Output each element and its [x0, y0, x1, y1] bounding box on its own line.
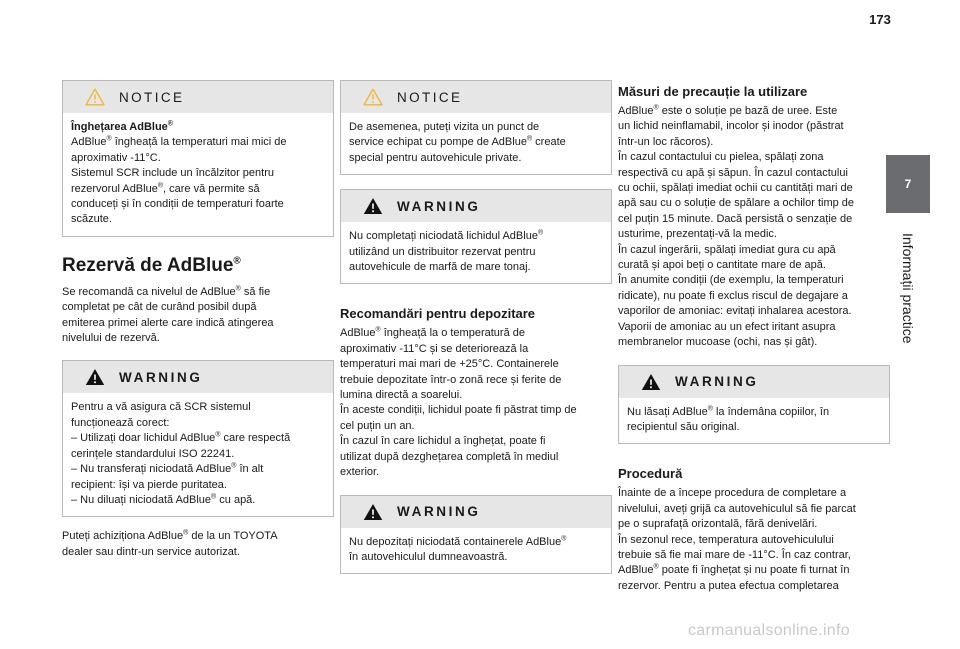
text: de la un TOYOTA [188, 530, 278, 543]
notice-box-freezing [62, 80, 334, 237]
text: AdBlue [340, 327, 376, 340]
text-line: În cazul ingerării, spălați imediat gura cu apă [618, 243, 836, 256]
warning-header [341, 190, 611, 222]
text-line: conduceți și în condiții de temperaturi foarte [71, 198, 284, 211]
text-line [618, 563, 890, 578]
section-heading-storage: Recomandări pentru depozitare [340, 306, 536, 322]
text: este o soluție pe bază de uree. Este [658, 105, 838, 117]
text-line [349, 135, 603, 150]
text-line [349, 229, 603, 244]
text-line: ridicate), nu poate fi exclus riscul de degajare a [618, 289, 848, 302]
text: Nu lăsați AdBlue [627, 405, 708, 418]
sup: ® [235, 285, 241, 293]
text-line: aproximativ -11°C. [71, 151, 161, 164]
sup: ® [106, 135, 112, 143]
text: AdBlue [618, 105, 654, 117]
text-line: dealer sau dintr-un service autorizat. [62, 545, 240, 558]
sup: ® [561, 534, 567, 542]
chapter-title-text: Informații practice [900, 232, 916, 344]
text-line: rezervor. Pentru a putea efectua completarea [618, 579, 839, 592]
sup: ® [231, 462, 237, 470]
warning-body [619, 398, 889, 444]
text-line: cel puțin 15 minute. Dacă persistă o senzație de [618, 212, 853, 225]
column-1 [62, 80, 334, 570]
text-line: Vaporii de amoniac au un efect iritant asupra [618, 320, 836, 333]
notice-box-service [340, 80, 612, 175]
text: create [532, 136, 566, 149]
text-line: funcționează corect: [71, 416, 170, 429]
text-line: nivelului, aveți grijă ca autovehiculul să fie parcat [618, 502, 856, 515]
text: Nu completați niciodată lichidul AdBlue [349, 230, 538, 243]
text-line: autovehicule de marfă de mare tonaj. [349, 261, 531, 274]
text-line: nivelului de rezervă. [62, 332, 160, 345]
notice-triangle-icon [85, 88, 105, 106]
text: , care vă permite să [163, 182, 260, 195]
notice-body [63, 113, 333, 236]
text-line: membranelor mucoase (ochi, nas și gât). [618, 336, 818, 349]
notice-triangle-icon [363, 88, 383, 106]
text-line: Înainte de a începe procedura de completare a [618, 487, 847, 500]
notice-body [341, 113, 611, 174]
text-line: În cazul contactului cu pielea, spălați zona [618, 151, 824, 164]
text-line: lumina directă a soarelui. [340, 389, 463, 402]
text-line: special pentru autovehicule private. [349, 151, 522, 164]
warning-box-storage [340, 495, 612, 575]
text-line [62, 529, 334, 544]
warning-triangle-icon [363, 197, 383, 215]
text-line: trebuie depozitate într-o zonă rece și ferite de [340, 373, 562, 386]
notice-header [341, 81, 611, 113]
procedure-body [618, 486, 890, 594]
precautions-body [618, 104, 890, 351]
text: îngheață la temperaturi mai mici de [111, 136, 287, 149]
text: poate fi înghețat și nu poate fi turnat în [658, 564, 850, 577]
text-line: temperaturi mai mari de +25°C. Containerele [340, 358, 559, 371]
warning-triangle-icon [641, 373, 661, 391]
warning-triangle-icon [85, 368, 105, 386]
text-line: emiterea primei alerte care indică atingerea [62, 316, 274, 329]
warning-label: WARNING [397, 198, 481, 214]
text-line [71, 431, 325, 446]
text-line: În aceste condiții, lichidul poate fi păstrat timp de [340, 404, 577, 417]
text-line: aproximativ -11°C și se deteriorează la [340, 342, 529, 355]
text: AdBlue [71, 136, 107, 149]
text: Nu depozitați niciodată containerele AdBlue [349, 535, 562, 548]
column-3 [618, 80, 890, 604]
purchase-note [62, 529, 334, 560]
notice-header [63, 81, 333, 113]
text: cu apă. [216, 493, 256, 506]
storage-body [340, 326, 612, 480]
sup: ® [653, 563, 659, 571]
text-line [340, 326, 612, 341]
warning-header [619, 366, 889, 398]
text-line: apă sau cu o soluție de spălare a ochilor timp de [618, 197, 855, 210]
warning-body [341, 528, 611, 574]
text: Se recomandă ca nivelul de AdBlue [62, 285, 236, 298]
text-line: cerințele standardului ISO 22241. [71, 447, 235, 460]
text-line [71, 182, 325, 197]
warning-box-dispenser [340, 189, 612, 284]
warning-header [63, 361, 333, 393]
text-line [627, 405, 881, 420]
text: la îndemâna copiilor, în [712, 405, 830, 418]
warning-box-children [618, 365, 890, 445]
warning-body [63, 393, 333, 516]
text: – Nu transferați niciodată AdBlue [71, 463, 232, 476]
warning-triangle-icon [363, 503, 383, 521]
text-line: Sistemul SCR include un încălzitor pentru [71, 167, 274, 180]
text-line: recipientul său original. [627, 420, 740, 433]
notice-heading [71, 120, 325, 135]
sup: ® [375, 326, 381, 334]
sup: ® [526, 135, 533, 143]
text-line [618, 104, 890, 119]
text: AdBlue [618, 564, 654, 577]
sup: ® [183, 529, 189, 537]
column-2 [340, 80, 612, 586]
text-line: un lichid neinflamabil, incolor și inodor (păstrat [618, 120, 844, 133]
warning-label: WARNING [397, 504, 481, 519]
text: – Nu diluați niciodată AdBlue [71, 493, 212, 506]
notice-heading-text: Înghețarea AdBlue [71, 121, 168, 133]
section-heading-procedure: Procedură [618, 466, 683, 482]
text-line: în autovehiculul dumneavoastră. [349, 550, 508, 563]
text-line: curată și apoi beți o cantitate mare de apă. [618, 259, 826, 272]
text-line: De asemenea, puteți vizita un punct de [349, 121, 540, 133]
text-line [62, 285, 334, 300]
warning-label: WARNING [119, 369, 203, 385]
section-heading-precautions: Măsuri de precauție la utilizare [618, 84, 808, 99]
warning-body [341, 222, 611, 283]
text-line: recipient: își va pierde puritatea. [71, 478, 227, 491]
text-line: trebuie să fie mai mare de -11°C. În caz contrar, [618, 548, 851, 561]
text: – Utilizați doar lichidul AdBlue [71, 432, 216, 445]
text: în alt [236, 463, 264, 476]
text-line [71, 135, 325, 150]
text-line: Pentru a vă asigura că SCR sistemul [71, 401, 251, 414]
text: să fie [240, 285, 271, 298]
sup: ® [215, 431, 221, 439]
warning-box-scr [62, 360, 334, 517]
notice-label: NOTICE [119, 89, 185, 105]
notice-label: NOTICE [397, 89, 463, 105]
section-heading-reserve [62, 255, 334, 277]
watermark: carmanualsonline.info [688, 622, 850, 639]
text: îngheață la o temperatură de [380, 327, 525, 340]
text: rezervorul AdBlue [71, 182, 158, 195]
text: care respectă [220, 432, 291, 445]
text: Puteți achiziționa AdBlue [62, 530, 184, 543]
text-line: utilizând un distribuitor rezervat pentru [349, 245, 536, 258]
text: service echipat cu pompe de AdBlue [349, 136, 527, 149]
sup: ® [211, 493, 217, 501]
text-line [71, 462, 325, 477]
text-line [71, 493, 325, 508]
heading-text: Rezervă de AdBlue [62, 254, 234, 276]
text-line: vaporilor de amoniac: evitați inhalarea acestora. [618, 305, 852, 318]
text-line: completat pe cât de curând posibil după [62, 301, 257, 314]
reserve-intro [62, 285, 334, 347]
chapter-tab[interactable]: 7 [886, 155, 930, 213]
sup: ® [707, 404, 713, 412]
text-line: scăzute. [71, 213, 112, 226]
sup: ® [157, 181, 163, 189]
text-line: exterior. [340, 466, 380, 479]
warning-label: WARNING [675, 374, 759, 389]
text-line: În anumite condiții (de exemplu, la temperaturi [618, 274, 844, 287]
text-line: utilizat după dezghețarea completă în mediul [340, 450, 559, 463]
text-line: pe o suprafață orizontală, fără denivelări. [618, 518, 818, 531]
text-line [349, 535, 603, 550]
text-line: usturime, prezentați-vă la medic. [618, 228, 777, 241]
chapter-title [886, 218, 930, 358]
sup: ® [233, 255, 241, 267]
page-number: 173 [869, 12, 891, 27]
text-line: cu ochii, spălați imediat ochii cu cantități mari de [618, 182, 853, 195]
sup: ® [537, 229, 544, 237]
text-line: într-un loc răcoros). [618, 135, 714, 148]
sup: ® [653, 104, 659, 112]
text-line: În sezonul rece, temperatura autovehiculului [618, 533, 834, 546]
text-line: cel puțin un an. [340, 419, 415, 432]
text-line: În cazul în care lichidul a înghețat, poate fi [340, 435, 546, 448]
warning-header [341, 496, 611, 528]
sup: ® [167, 120, 173, 128]
text-line: respectivă cu apă și săpun. În cazul contactului [618, 166, 848, 179]
